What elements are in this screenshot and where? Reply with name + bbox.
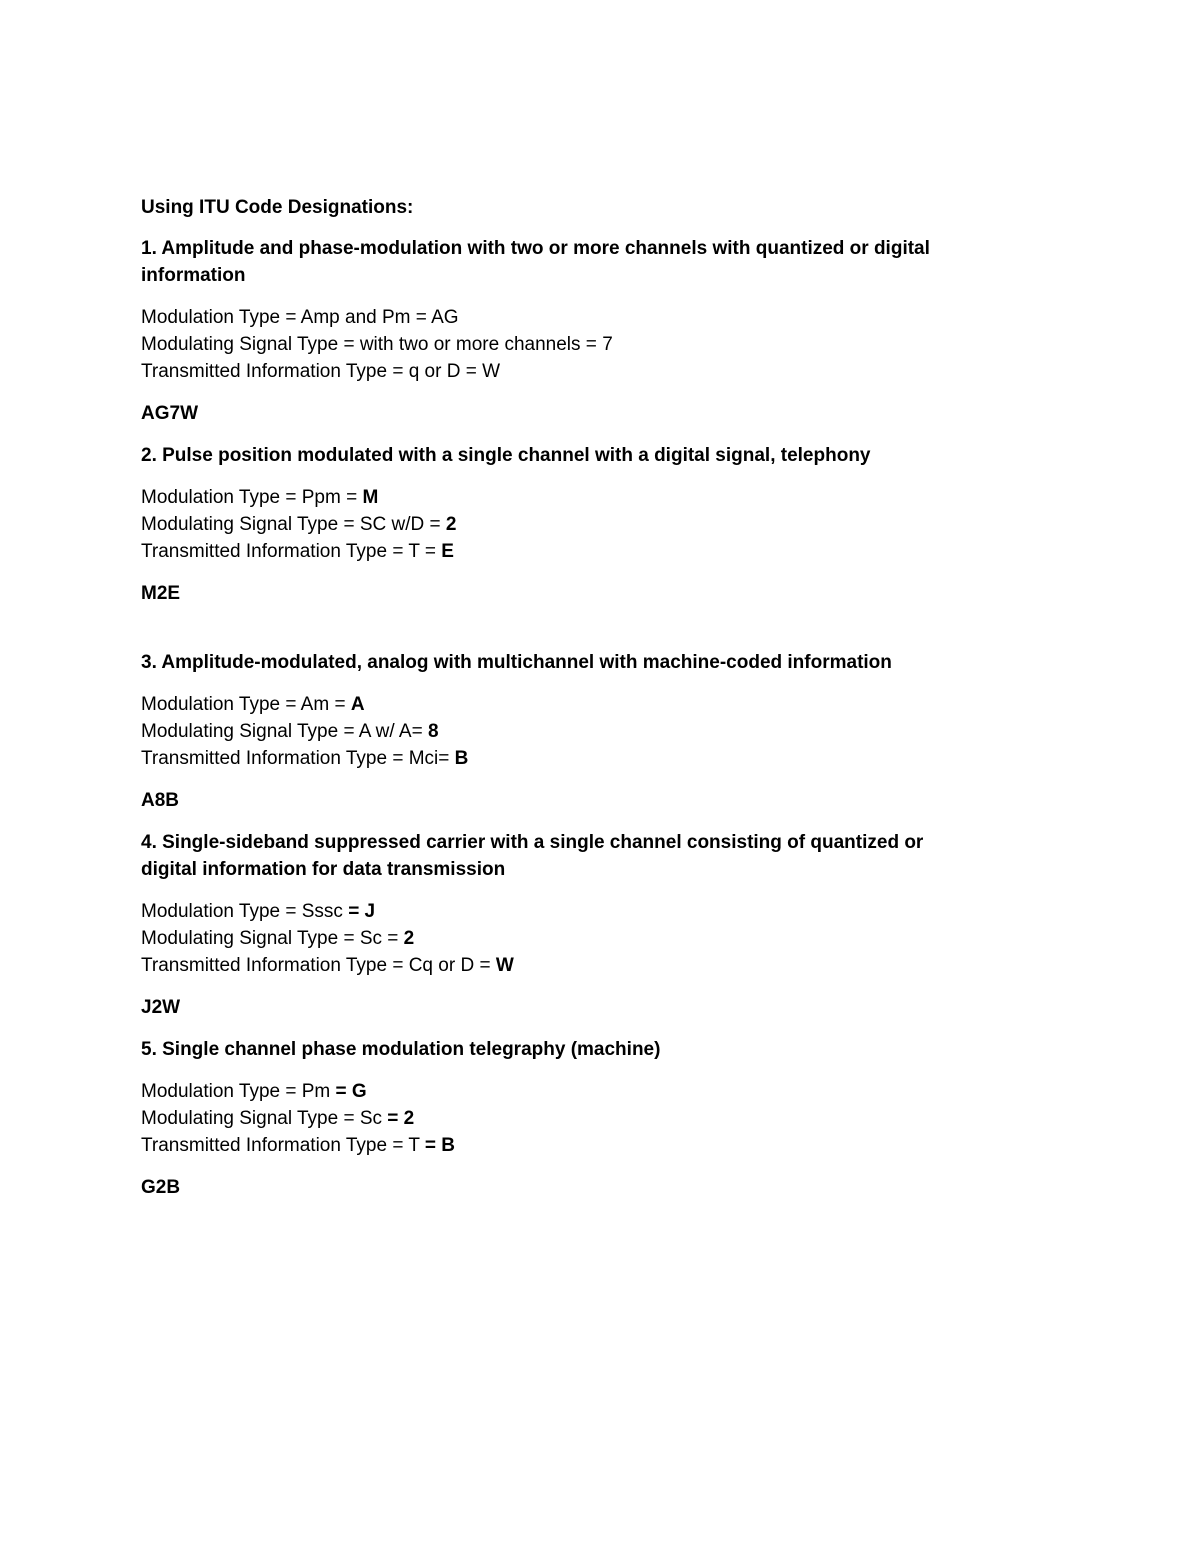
line-value: 2 bbox=[445, 514, 457, 535]
line-label: Transmitted Information Type = q or D = bbox=[141, 361, 483, 382]
question-line: 2. Pulse position modulated with a single channel with a digital signal, telephony bbox=[141, 445, 871, 466]
question-line: information bbox=[141, 265, 246, 286]
question-2 bbox=[141, 442, 1061, 469]
code-result: J2W bbox=[141, 997, 181, 1018]
line-label: Modulation Type = Pm bbox=[141, 1081, 336, 1102]
modulation-type-line bbox=[141, 304, 1061, 331]
question-line: digital information for data transmission bbox=[141, 859, 506, 880]
transmitted-info-line bbox=[141, 538, 1061, 565]
question-5 bbox=[141, 1036, 1061, 1063]
code-result: A8B bbox=[141, 790, 180, 811]
modulating-signal-line bbox=[141, 331, 1061, 358]
line-label: Modulating Signal Type = A w/ A= bbox=[141, 721, 428, 742]
code-result: AG7W bbox=[141, 403, 198, 424]
question-line: 5. Single channel phase modulation telegraphy (machine) bbox=[141, 1039, 661, 1060]
code-result: G2B bbox=[141, 1177, 181, 1198]
modulation-type-line bbox=[141, 691, 1061, 718]
line-label: Modulating Signal Type = Sc = bbox=[141, 928, 404, 949]
line-value: W bbox=[482, 361, 501, 382]
line-label: Modulation Type = Amp and Pm = bbox=[141, 307, 432, 328]
line-label: Modulation Type = Ppm = bbox=[141, 487, 363, 508]
line-value: W bbox=[495, 955, 514, 976]
modulating-signal-line bbox=[141, 718, 1061, 745]
item-1 bbox=[141, 235, 1061, 427]
line-label: Modulation Type = Sssc bbox=[141, 901, 349, 922]
question-3 bbox=[141, 649, 1061, 676]
line-label: Modulating Signal Type = Sc bbox=[141, 1108, 388, 1129]
line-value: = G bbox=[335, 1081, 367, 1102]
line-value: A bbox=[350, 694, 365, 715]
line-label: Modulation Type = Am = bbox=[141, 694, 351, 715]
transmitted-info-line bbox=[141, 745, 1061, 772]
line-label: Transmitted Information Type = Mci= bbox=[141, 748, 455, 769]
line-label: Transmitted Information Type = T = bbox=[141, 541, 442, 562]
modulating-signal-line bbox=[141, 925, 1061, 952]
question-4 bbox=[141, 829, 1061, 883]
modulating-signal-line bbox=[141, 511, 1061, 538]
line-value: B bbox=[454, 748, 469, 769]
transmitted-info-line bbox=[141, 1132, 1061, 1159]
line-value: M bbox=[362, 487, 379, 508]
document-heading: Using ITU Code Designations: bbox=[141, 197, 414, 218]
question-line: 3. Amplitude-modulated, analog with multichannel with machine-coded information bbox=[141, 652, 892, 673]
question-line: 4. Single-sideband suppressed carrier with a single channel consisting of quantized or bbox=[141, 832, 924, 853]
question-1 bbox=[141, 235, 1061, 289]
line-value: 8 bbox=[427, 721, 439, 742]
modulation-type-line bbox=[141, 484, 1061, 511]
line-value: 7 bbox=[602, 334, 613, 355]
code-result: M2E bbox=[141, 583, 181, 604]
line-value: = B bbox=[424, 1135, 456, 1156]
transmitted-info-line bbox=[141, 952, 1061, 979]
line-label: Modulating Signal Type = with two or more channels = bbox=[141, 334, 603, 355]
line-label: Transmitted Information Type = T bbox=[141, 1135, 425, 1156]
modulation-type-line bbox=[141, 898, 1061, 925]
line-value: = J bbox=[348, 901, 376, 922]
line-value: AG bbox=[431, 307, 459, 328]
line-value: 2 bbox=[403, 928, 415, 949]
line-label: Modulating Signal Type = SC w/D = bbox=[141, 514, 446, 535]
line-label: Transmitted Information Type = Cq or D = bbox=[141, 955, 496, 976]
modulation-type-line bbox=[141, 1078, 1061, 1105]
item-5 bbox=[141, 1036, 1061, 1201]
blank-line bbox=[141, 622, 1061, 649]
line-value: = 2 bbox=[387, 1108, 415, 1129]
question-line: 1. Amplitude and phase-modulation with two or more channels with quantized or digital bbox=[141, 238, 930, 259]
item-3 bbox=[141, 649, 1061, 814]
item-2 bbox=[141, 442, 1061, 649]
modulating-signal-line bbox=[141, 1105, 1061, 1132]
item-4 bbox=[141, 829, 1061, 1021]
line-value: E bbox=[441, 541, 454, 562]
transmitted-info-line bbox=[141, 358, 1061, 385]
document-page bbox=[141, 194, 1061, 1216]
